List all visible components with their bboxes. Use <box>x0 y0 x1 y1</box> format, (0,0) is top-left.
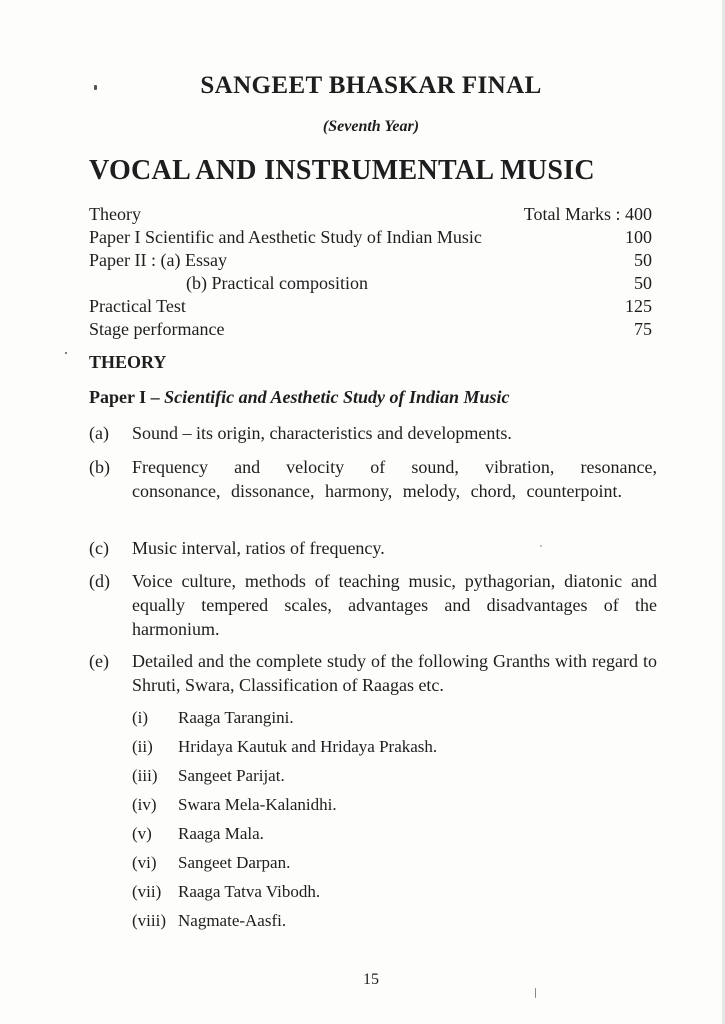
marks-value: 75 <box>634 319 652 339</box>
list-item-text: Frequency and velocity of sound, vibration, resonance, consonance, dissonance, harmony, melody, chord, counterpoint. <box>132 457 657 501</box>
page-number: 15 <box>363 971 379 988</box>
sub-list-item <box>132 851 290 875</box>
marks-row <box>89 227 652 250</box>
sub-list-label: (vi) <box>132 853 157 872</box>
sub-list-text: Raaga Tarangini. <box>178 708 294 727</box>
list-item-label: (e) <box>89 651 109 671</box>
document-subtitle: (Seventh Year) <box>322 118 420 135</box>
marks-label: (b) Practical composition <box>186 273 368 293</box>
list-item-text: Music interval, ratios of frequency. <box>132 538 385 558</box>
scan-speck <box>535 988 536 998</box>
paper-heading-title: Scientific and Aesthetic Study of Indian Music <box>164 387 510 407</box>
sub-list-item <box>132 822 264 846</box>
sub-list-text: Sangeet Darpan. <box>178 853 291 872</box>
sub-list-label: (vii) <box>132 882 162 901</box>
list-item-label: (d) <box>89 571 110 591</box>
list-item-text: Voice culture, methods of teaching music, pythagorian, diatonic and equally tempered scales, advantages and disadvantages of the harmonium. <box>132 571 657 639</box>
list-item-text: Sound – its origin, characteristics and developments. <box>132 423 512 443</box>
marks-value: 50 <box>634 273 652 293</box>
marks-label: Theory <box>89 204 141 224</box>
sub-list-item <box>132 880 320 904</box>
sub-list-item <box>132 909 286 933</box>
marks-label: Stage performance <box>89 319 225 339</box>
marks-label: Paper II : (a) Essay <box>89 250 227 270</box>
marks-label: Practical Test <box>89 296 186 316</box>
sub-list-text: Nagmate-Aasfi. <box>178 911 287 930</box>
document-title: SANGEET BHASKAR FINAL <box>200 72 542 99</box>
sub-list-label: (iv) <box>132 795 157 814</box>
sub-list-item <box>132 735 437 759</box>
sub-list-label: (iii) <box>132 766 158 785</box>
marks-row <box>89 273 652 296</box>
list-item-label: (a) <box>89 423 109 443</box>
sub-list-label: (viii) <box>132 911 166 930</box>
paper-heading-prefix: Paper I – <box>89 387 165 407</box>
sub-list-item <box>132 793 337 817</box>
marks-row <box>89 296 652 319</box>
sub-list-label: (v) <box>132 824 152 843</box>
section-title: THEORY <box>89 352 167 372</box>
sub-list-item <box>132 706 294 730</box>
paper-heading <box>89 387 510 408</box>
sub-list-label: (ii) <box>132 737 153 756</box>
sub-list-text: Raaga Mala. <box>178 824 264 843</box>
marks-label: Paper I Scientific and Aesthetic Study of Indian Music <box>89 227 482 247</box>
sub-list-item <box>132 764 285 788</box>
sub-list-text: Raaga Tatva Vibodh. <box>178 882 321 901</box>
marks-value: 50 <box>634 250 652 270</box>
syllabus-heading: VOCAL AND INSTRUMENTAL MUSIC <box>89 155 595 186</box>
marks-row <box>89 204 652 227</box>
sub-list-label: (i) <box>132 708 149 727</box>
marks-value: 100 <box>625 227 652 247</box>
sub-list-text: Sangeet Parijat. <box>178 766 285 785</box>
marks-row <box>89 319 652 342</box>
marks-value: 125 <box>625 296 652 316</box>
sub-list-text: Swara Mela-Kalanidhi. <box>178 795 337 814</box>
scan-speck <box>65 352 67 354</box>
list-item-label: (c) <box>89 538 109 558</box>
marks-row <box>89 250 652 273</box>
sub-list-text: Hridaya Kautuk and Hridaya Prakash. <box>178 737 438 756</box>
marks-value: Total Marks : 400 <box>523 204 652 224</box>
list-item-text: Detailed and the complete study of the following Granths with regard to Shruti, Swara, Classification of Raagas etc. <box>132 651 657 695</box>
list-item-label: (b) <box>89 457 110 477</box>
